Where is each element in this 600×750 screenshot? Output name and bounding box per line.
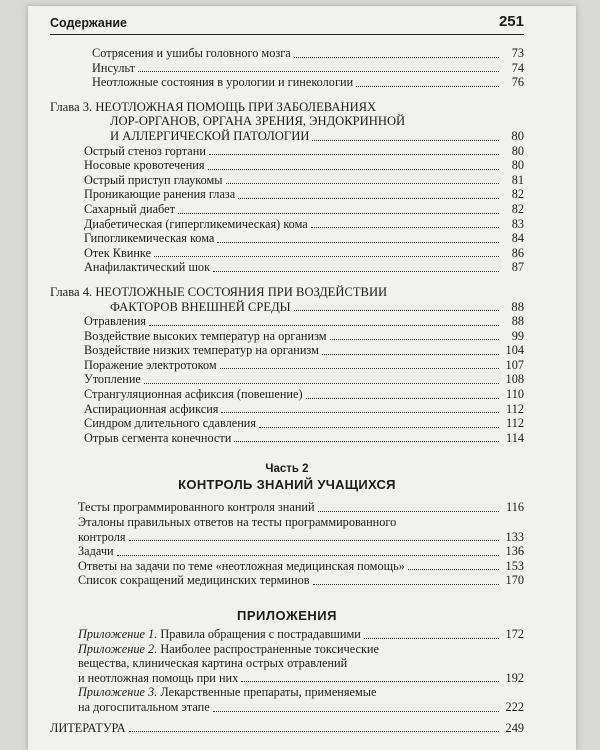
toc-entry: Странгуляционная асфиксия (повешение) 110 bbox=[84, 387, 524, 402]
toc-entry: Воздействие низких температур на организм 104 bbox=[84, 343, 524, 358]
toc-entry: Диабетическая (гипергликемическая) кома 83 bbox=[84, 216, 524, 231]
toc-entry: Тесты программированного контроля знаний 116 bbox=[78, 500, 524, 515]
toc-entry: Синдром длительного сдавления 112 bbox=[84, 416, 524, 431]
chapter-3-heading: Глава 3. НЕОТЛОЖНАЯ ПОМОЩЬ ПРИ ЗАБОЛЕВАНИЯХ ЛОР-ОРГАНОВ, ОРГАНА ЗРЕНИЯ, ЭНДОКРИННОЙ И АЛЛЕРГИЧЕСКОЙ ПАТОЛОГИИ 80 bbox=[50, 99, 524, 143]
toc-entry: Гипогликемическая кома 84 bbox=[84, 231, 524, 246]
appendix-1-entry: Приложение 1. Правила обращения с пострадавшими 172 bbox=[78, 627, 524, 641]
appendix-2-entry: Приложение 2. Наиболее распространенные токсические вещества, клиническая картина острых отравлений и неотложная помощь при них 192 bbox=[78, 641, 524, 685]
toc-entry: Анафилактический шок 87 bbox=[84, 260, 524, 275]
toc-entry-multiline: Эталоны правильных ответов на тесты программированного контроля 133 bbox=[78, 515, 524, 544]
toc-content bbox=[50, 46, 524, 735]
toc-entry: Ответы на задачи по теме «неотложная медицинская помощь» 153 bbox=[78, 558, 524, 573]
chapter-4-heading: Глава 4. НЕОТЛОЖНЫЕ СОСТОЯНИЯ ПРИ ВОЗДЕЙСТВИИ ФАКТОРОВ ВНЕШНЕЙ СРЕДЫ 88 bbox=[50, 284, 524, 314]
toc-entry: Носовые кровотечения 80 bbox=[84, 158, 524, 173]
running-header bbox=[50, 13, 524, 35]
literature-entry: ЛИТЕРАТУРА 249 bbox=[50, 720, 524, 735]
appendices-title: ПРИЛОЖЕНИЯ bbox=[237, 608, 337, 623]
header-title: Содержание bbox=[50, 16, 128, 30]
toc-entry: Поражение электротоком 107 bbox=[84, 357, 524, 372]
toc-entry: Утопление 108 bbox=[84, 372, 524, 387]
toc-entry: Задачи 136 bbox=[78, 544, 524, 559]
toc-entry: Инсульт 74 bbox=[92, 60, 524, 75]
toc-entry: Острый приступ глаукомы 81 bbox=[84, 172, 524, 187]
toc-entry: Аспирационная асфиксия 112 bbox=[84, 401, 524, 416]
part-2-label: Часть 2 bbox=[265, 463, 309, 476]
toc-entry: Сахарный диабет 82 bbox=[84, 201, 524, 216]
toc-entry: Список сокращений медицинских терминов 170 bbox=[78, 573, 524, 588]
toc-entry: Отек Квинке 86 bbox=[84, 245, 524, 260]
toc-entry: Острый стеноз гортани 80 bbox=[84, 143, 524, 158]
part-2-title: КОНТРОЛЬ ЗНАНИЙ УЧАЩИХСЯ bbox=[178, 477, 396, 493]
toc-entry: Отрыв сегмента конечности 114 bbox=[84, 430, 524, 445]
toc-entry: Сотрясения и ушибы головного мозга 73 bbox=[92, 46, 524, 60]
toc-entry: Неотложные состояния в урологии и гинекологии 76 bbox=[92, 75, 524, 90]
toc-entry: Проникающие ранения глаза 82 bbox=[84, 187, 524, 202]
book-page bbox=[28, 6, 576, 750]
appendix-3-entry: Приложение 3. Лекарственные препараты, применяемые на догоспитальном этапе 222 bbox=[78, 685, 524, 714]
toc-entry: Воздействие высоких температур на организм 99 bbox=[84, 328, 524, 343]
toc-entry: Отравления 88 bbox=[84, 314, 524, 329]
header-page-number: 251 bbox=[498, 13, 524, 30]
